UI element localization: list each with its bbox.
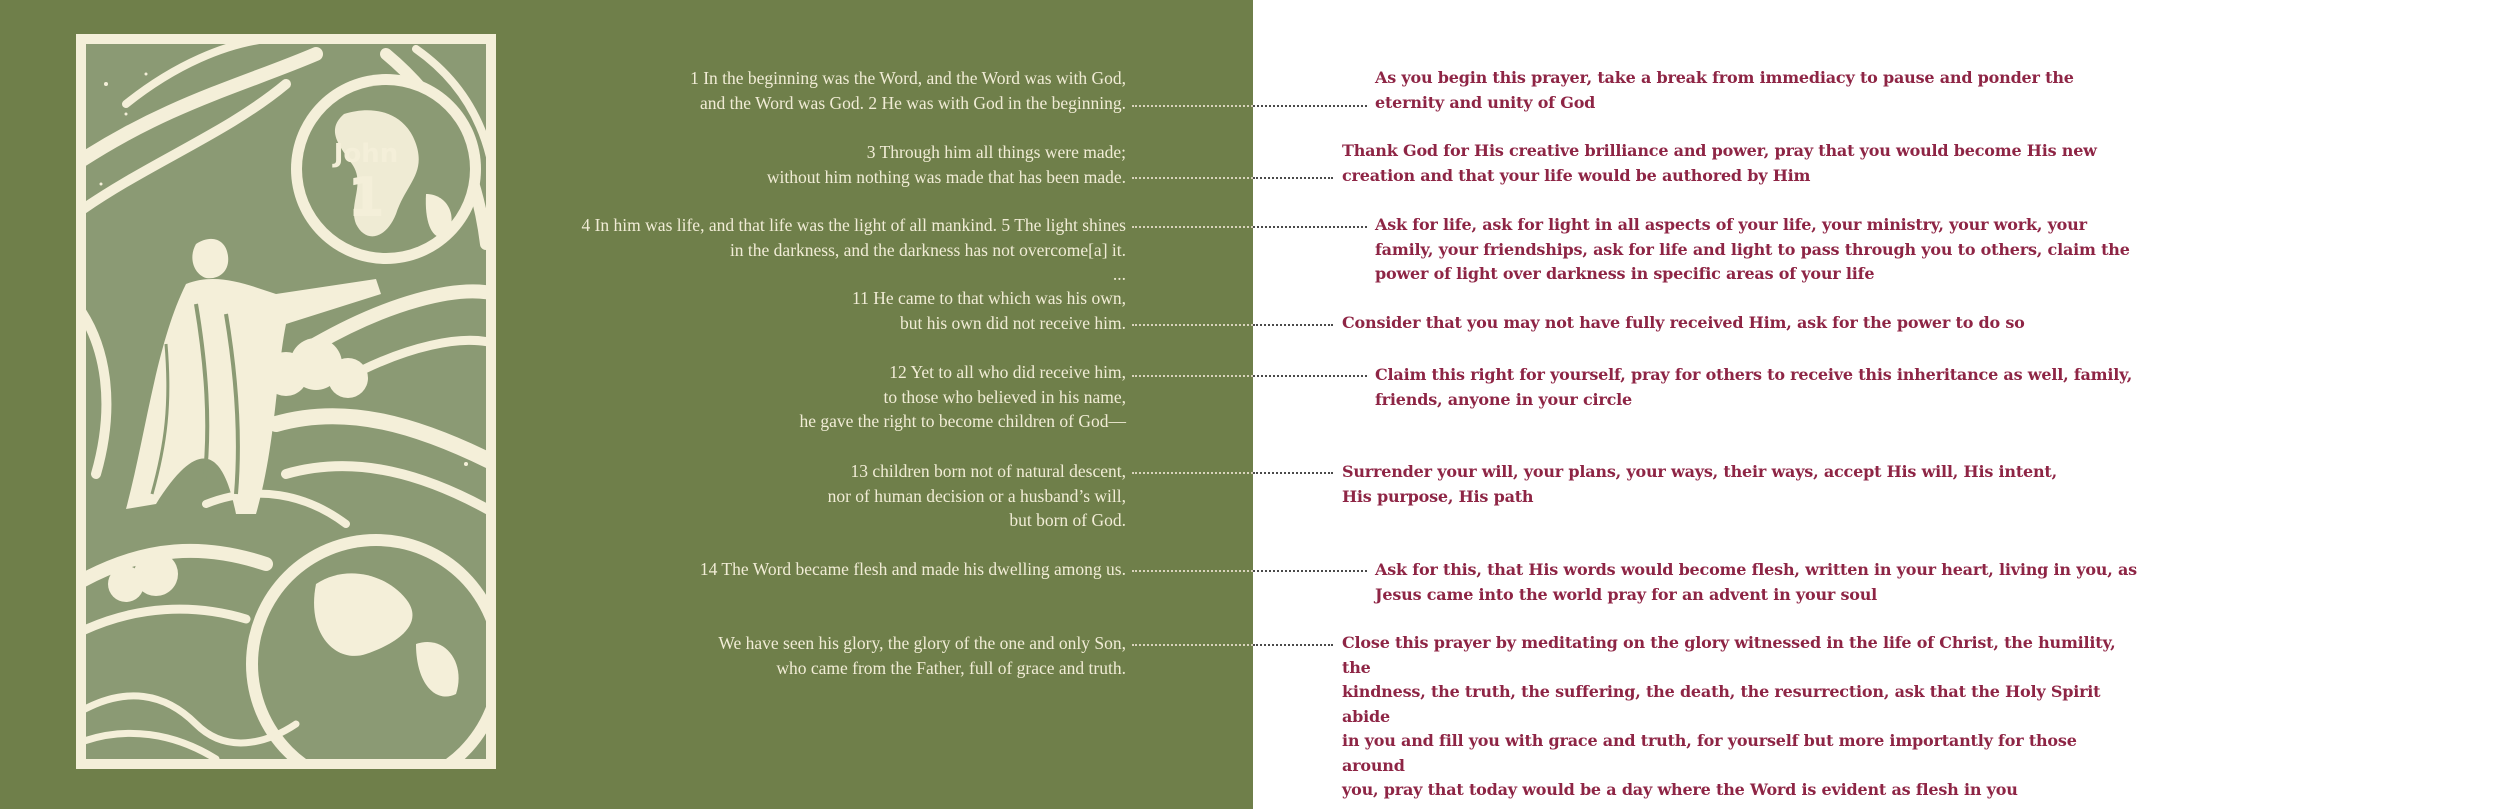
verse-block-1: 1 In the beginning was the Word, and the Word was with God, and the Word was God. 2 He was with God in the beginning. xyxy=(690,68,1126,113)
leader-line xyxy=(1132,105,1253,107)
prayer-block-8: Close this prayer by meditating on the glory witnessed in the life of Christ, the humility, the kindness, the truth, the suffering, the death, the resurrection, ask that the Holy Spirit abide in you and fill you with grace and truth, for yourself but more importantly for those around you, pray that today would be a day where the Word is evident as flesh in you xyxy=(1342,633,2116,799)
prayer-block-5: Claim this right for yourself, pray for others to receive this inheritance as well, family, friends, anyone in your circle xyxy=(1375,365,2133,409)
leader-line xyxy=(1253,177,1333,179)
leader-line xyxy=(1253,570,1367,572)
title-number: 1 xyxy=(347,166,385,229)
leader-line xyxy=(1132,324,1253,326)
prayer-block-4: Consider that you may not have fully received Him, ask for the power to do so xyxy=(1342,313,2025,332)
leader-line xyxy=(1253,226,1367,228)
leader-line xyxy=(1132,570,1253,572)
verse-block-4: 11 He came to that which was his own, but his own did not receive him. xyxy=(852,288,1126,333)
verse-block-8: We have seen his glory, the glory of the one and only Son, who came from the Father, full of grace and truth. xyxy=(718,633,1126,678)
prayer-block-1: As you begin this prayer, take a break from immediacy to pause and ponder the eternity and unity of God xyxy=(1375,68,2074,112)
leader-line xyxy=(1253,644,1333,646)
leader-line xyxy=(1132,177,1253,179)
prayer-block-3: Ask for life, ask for light in all aspects of your life, your ministry, your work, your family, your friendships, ask for life and light to pass through you to others, claim the power of light over darkness in specific areas of your life xyxy=(1375,215,2130,283)
leader-line xyxy=(1253,375,1367,377)
leader-line xyxy=(1132,472,1253,474)
leader-line xyxy=(1132,375,1253,377)
leader-line xyxy=(1253,472,1333,474)
prayer-block-7: Ask for this, that His words would become flesh, written in your heart, living in you, as Jesus came into the world pray for an advent in your soul xyxy=(1375,560,2137,604)
prayer-block-2: Thank God for His creative brilliance and power, pray that you would become His new creation and that your life would be authored by Him xyxy=(1342,141,2097,185)
leader-line xyxy=(1253,324,1333,326)
title-word: John xyxy=(333,139,399,169)
leader-line xyxy=(1253,105,1367,107)
verse-block-5: 12 Yet to all who did receive him, to those who believed in his name, he gave the right to become children of God— xyxy=(799,362,1126,431)
verse-block-3: 4 In him was life, and that life was the light of all mankind. 5 The light shines in the darkness, and the darkness has not overcome[a] it. ... xyxy=(581,215,1126,284)
leader-line xyxy=(1132,644,1253,646)
leader-line xyxy=(1132,226,1253,228)
verse-block-6: 13 children born not of natural descent, nor of human decision or a husband’s will, but born of God. xyxy=(827,461,1126,530)
verse-block-7: 14 The Word became flesh and made his dwelling among us. xyxy=(699,559,1126,579)
prayer-block-6: Surrender your will, your plans, your ways, their ways, accept His will, His intent, His purpose, His path xyxy=(1342,462,2057,506)
verse-block-2: 3 Through him all things were made; without him nothing was made that has been made. xyxy=(766,142,1126,187)
